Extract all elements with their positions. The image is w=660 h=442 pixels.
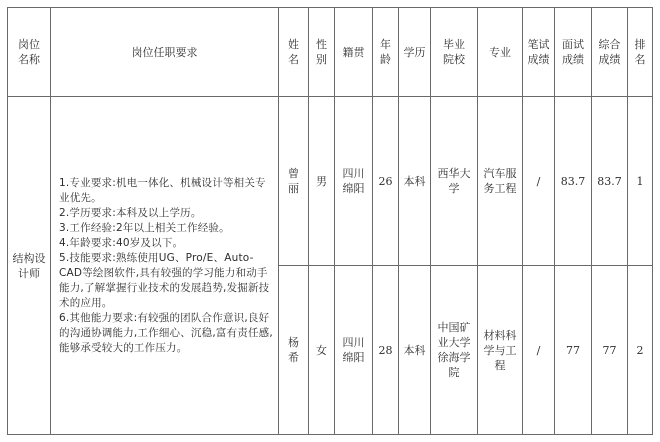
candidate-age: 28 [373,266,399,435]
candidate-gender: 女 [309,266,335,435]
header-origin: 籍贯 [335,8,373,97]
candidate-origin: 四川 绵阳 [335,266,373,435]
header-age: 年 龄 [373,8,399,97]
candidate-education: 本科 [399,266,431,435]
header-requirements: 岗位任职要求 [51,8,279,97]
header-row [8,8,653,97]
candidate-gender: 男 [309,97,335,266]
header-name: 姓 名 [279,8,309,97]
header-written-score: 笔试 成绩 [523,8,555,97]
header-interview-score: 面试 成绩 [555,8,592,97]
header-school: 毕业 院校 [431,8,478,97]
candidate-table [7,7,653,435]
candidate-origin: 四川 绵阳 [335,97,373,266]
candidate-name: 杨 希 [279,266,309,435]
candidate-major: 汽车服 务工程 [478,97,523,266]
candidate-written-score: / [523,266,555,435]
header-total-score: 综合 成绩 [592,8,628,97]
requirements-text: 1.专业要求:机电一体化、机械设计等相关专业优先。 2.学历要求:本科及以上学历。 3.工作经验:2年以上相关工作经验。 4.年龄要求:40岁及以下。 5.技能要求:熟练使用UG、Pro/E、Auto-CAD等绘图软件,具有较强的学习能力和动手能力,了解掌握行业技术的发展趋势,发掘新技术的应用。 6.其他能力要求:有较强的团队合作意识,良好的沟通协调能力,工作细心、沉稳,富有责任感,能够承受较大的工作压力。 [51,97,279,435]
candidate-education: 本科 [399,97,431,266]
candidate-rank: 2 [628,266,653,435]
candidate-total-score: 77 [592,266,628,435]
candidate-interview-score: 77 [555,266,592,435]
candidate-school: 西华大 学 [431,97,478,266]
candidate-name: 曾 丽 [279,97,309,266]
position-name: 结构设 计师 [8,97,51,435]
candidate-major: 材料科 学与工 程 [478,266,523,435]
table-row [8,97,653,266]
header-major: 专业 [478,8,523,97]
header-rank: 排 名 [628,8,653,97]
header-gender: 性 别 [309,8,335,97]
candidate-rank: 1 [628,97,653,266]
candidate-school: 中国矿 业大学 徐海学 院 [431,266,478,435]
candidate-age: 26 [373,97,399,266]
candidate-interview-score: 83.7 [555,97,592,266]
candidate-written-score: / [523,97,555,266]
header-position: 岗位 名称 [8,8,51,97]
candidate-total-score: 83.7 [592,97,628,266]
header-education: 学历 [399,8,431,97]
